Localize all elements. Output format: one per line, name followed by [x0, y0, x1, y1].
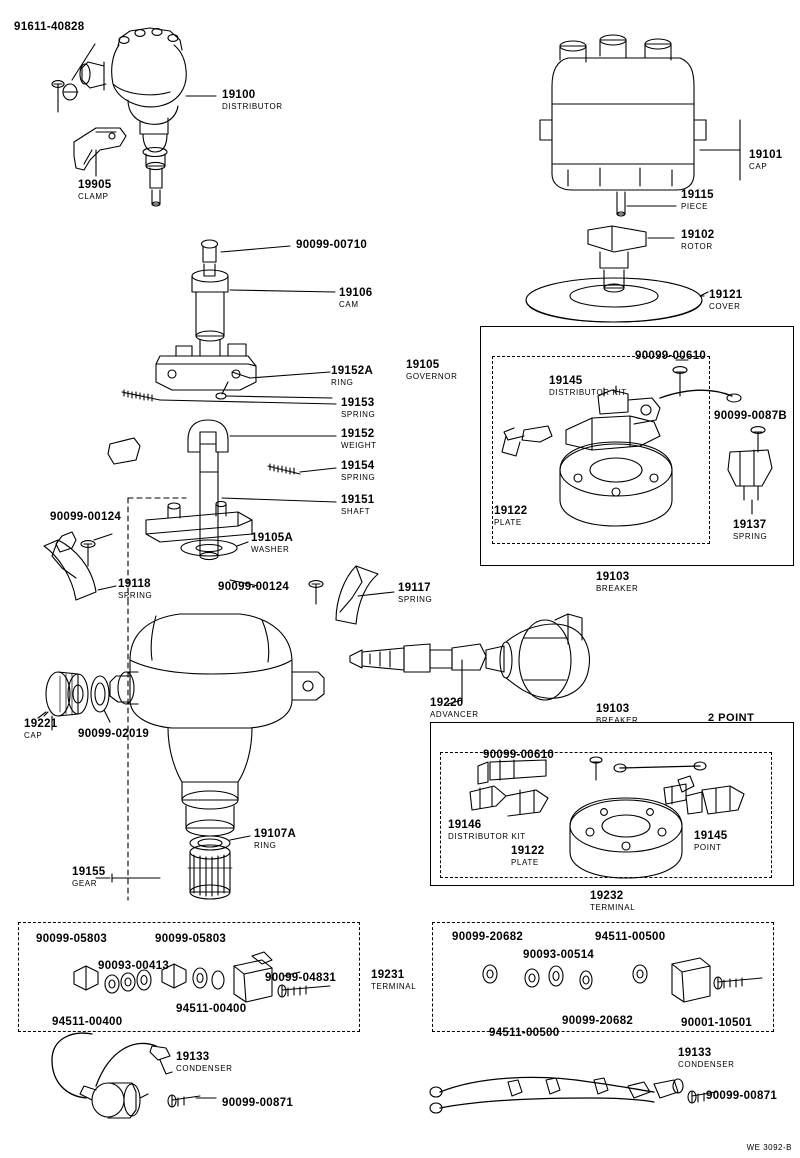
part-label-19133-left[interactable]: 19133 CONDENSER — [176, 1051, 233, 1073]
sheet-code: WE 3092-B — [746, 1143, 792, 1152]
part-label-19117[interactable]: 19117 SPRING — [398, 582, 433, 604]
part-label-19221[interactable]: 19221 CAP — [24, 718, 58, 740]
part-label-19137[interactable]: 19137 SPRING — [733, 519, 768, 541]
part-label-19220[interactable]: 19220 ADVANCER — [430, 697, 479, 719]
part-label-90099-00124-right[interactable]: 90099-00124 — [218, 581, 290, 593]
part-label-19231[interactable]: 19231 TERMINAL — [371, 969, 417, 991]
part-label-19105[interactable]: 19105 GOVERNOR — [406, 359, 458, 381]
part-label-90099-00610-upper[interactable]: 90099-00610 — [635, 350, 707, 362]
part-label-19151[interactable]: 19151 SHAFT — [341, 494, 375, 516]
part-label-19105A[interactable]: 19105A WASHER — [251, 532, 294, 554]
part-label-19103-lower[interactable]: 19103 BREAKER — [596, 703, 639, 725]
part-label-19106[interactable]: 19106 CAM — [339, 287, 373, 309]
part-label-19107A[interactable]: 19107A RING — [254, 828, 297, 850]
part-label-19115[interactable]: 19115 PIECE — [681, 189, 714, 211]
part-label-90099-04831[interactable]: 90099-04831 — [265, 972, 337, 984]
part-label-19905[interactable]: 19905 CLAMP — [78, 179, 112, 201]
part-label-94511-00500-b[interactable]: 94511-00500 — [489, 1027, 560, 1039]
part-label-19102[interactable]: 19102 ROTOR — [681, 229, 715, 251]
part-label-19154[interactable]: 19154 SPRING — [341, 460, 376, 482]
part-label-94511-00400-b[interactable]: 94511-00400 — [176, 1003, 247, 1015]
part-label-90099-02019[interactable]: 90099-02019 — [78, 728, 150, 740]
part-label-19118[interactable]: 19118 SPRING — [118, 578, 153, 600]
part-label-90099-05803-b[interactable]: 90099-05803 — [155, 933, 227, 945]
part-label-19103-upper[interactable]: 19103 BREAKER — [596, 571, 639, 593]
part-label-19232[interactable]: 19232 TERMINAL — [590, 890, 636, 912]
part-label-19101[interactable]: 19101 CAP — [749, 149, 783, 171]
part-label-19153[interactable]: 19153 SPRING — [341, 397, 376, 419]
part-label-19100[interactable]: 19100 DISTRIBUTOR — [222, 89, 283, 111]
part-label-94511-00400-a[interactable]: 94511-00400 — [52, 1016, 123, 1028]
part-label-90099-20682-b[interactable]: 90099-20682 — [562, 1015, 634, 1027]
part-label-19121[interactable]: 19121 COVER — [709, 289, 743, 311]
part-label-19122-lower[interactable]: 19122 PLATE — [511, 845, 545, 867]
part-label-90093-00413[interactable]: 90093-00413 — [98, 960, 170, 972]
part-label-90099-00610-lower[interactable]: 90099-00610 — [483, 749, 555, 761]
part-label-90099-0087B[interactable]: 90099-0087B — [714, 410, 787, 422]
part-label-90099-00871-right[interactable]: 90099-00871 — [706, 1090, 778, 1102]
part-label-90099-00710[interactable]: 90099-00710 — [296, 239, 368, 251]
part-label-90099-00871-left[interactable]: 90099-00871 — [222, 1097, 294, 1109]
part-label-94511-00500-a[interactable]: 94511-00500 — [595, 931, 666, 943]
part-label-19145-point[interactable]: 19145 POINT — [694, 830, 728, 852]
part-label-19122-upper[interactable]: 19122 PLATE — [494, 505, 528, 527]
part-label-19145-kit[interactable]: 19145 DISTRIBUTOR KIT — [549, 375, 627, 397]
two-point-title: 2 POINT — [708, 712, 755, 724]
part-label-90001-10501[interactable]: 90001-10501 — [681, 1017, 753, 1029]
part-label-19146-kit[interactable]: 19146 DISTRIBUTOR KIT — [448, 819, 526, 841]
part-label-19152[interactable]: 19152 WEIGHT — [341, 428, 377, 450]
part-label-19155[interactable]: 19155 GEAR — [72, 866, 106, 888]
part-label-90099-05803-a[interactable]: 90099-05803 — [36, 933, 108, 945]
part-label-90093-00514[interactable]: 90093-00514 — [523, 949, 595, 961]
part-label-91611-40828[interactable]: 91611-40828 — [14, 21, 85, 33]
part-label-19133-right[interactable]: 19133 CONDENSER — [678, 1047, 735, 1069]
part-label-90099-00124-left[interactable]: 90099-00124 — [50, 511, 122, 523]
part-label-19152A[interactable]: 19152A RING — [331, 365, 374, 387]
distributor-kit-box-lower — [440, 749, 772, 878]
part-label-90099-20682-a[interactable]: 90099-20682 — [452, 931, 524, 943]
